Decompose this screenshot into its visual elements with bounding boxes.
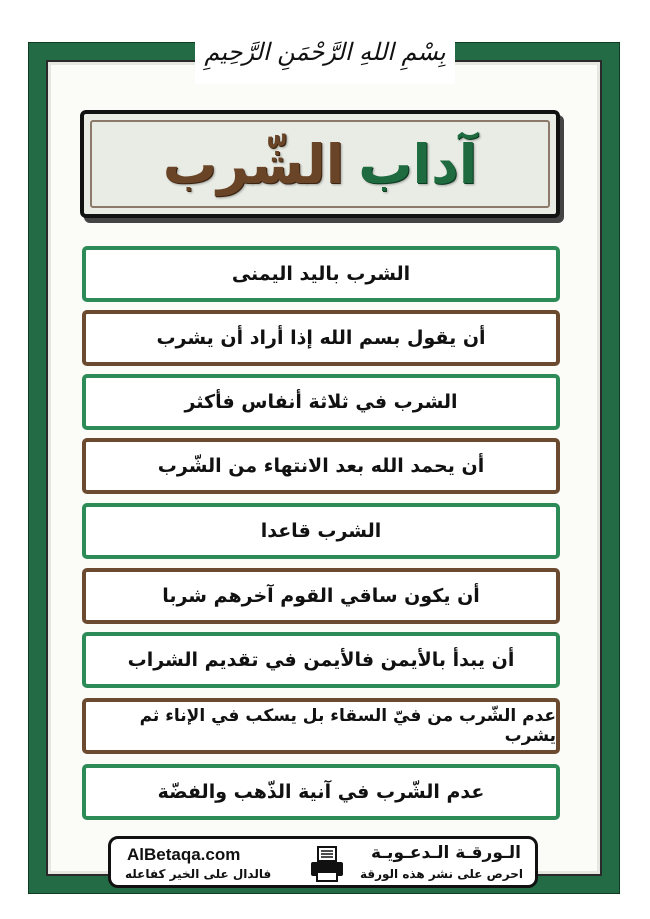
- footer-slogan: فالدال على الخير كفاعله: [125, 867, 272, 881]
- etiquette-item-5: الشرب قاعدا: [82, 503, 560, 559]
- etiquette-item-8: عدم الشّرب من فيّ السقاء بل يسكب في الإناء ثم يشرب: [82, 698, 560, 754]
- etiquette-item-2: أن يقول بسم الله إذا أراد أن يشرب: [82, 310, 560, 366]
- title-word-drinking: الشّرب: [162, 132, 345, 196]
- footer-bar: [108, 836, 538, 888]
- title-inner: [90, 120, 550, 208]
- etiquette-item-7: أن يبدأ بالأيمن فالأيمن في تقديم الشراب: [82, 632, 560, 688]
- etiquette-item-1: الشرب باليد اليمنى: [82, 246, 560, 302]
- printer-icon: [309, 845, 345, 883]
- etiquette-item-3: الشرب في ثلاثة أنفاس فأكثر: [82, 374, 560, 430]
- footer-brand: الـورقـة الـدعـويـة: [370, 843, 521, 863]
- title-word-etiquette: آداب: [358, 132, 478, 196]
- title-box: [80, 110, 560, 218]
- etiquette-item-6: أن يكون ساقي القوم آخرهم شربا: [82, 568, 560, 624]
- site-link[interactable]: AlBetaqa.com: [127, 845, 241, 864]
- footer-note: احرص على نشر هذه الورقة: [359, 867, 523, 881]
- etiquette-item-4: أن يحمد الله بعد الانتهاء من الشّرب: [82, 438, 560, 494]
- etiquette-item-9: عدم الشّرب في آنية الذّهب والفضّة: [82, 764, 560, 820]
- basmala-calligraphy: بِسْمِ اللهِ الرَّحْمَنِ الرَّحِيمِ: [204, 38, 446, 66]
